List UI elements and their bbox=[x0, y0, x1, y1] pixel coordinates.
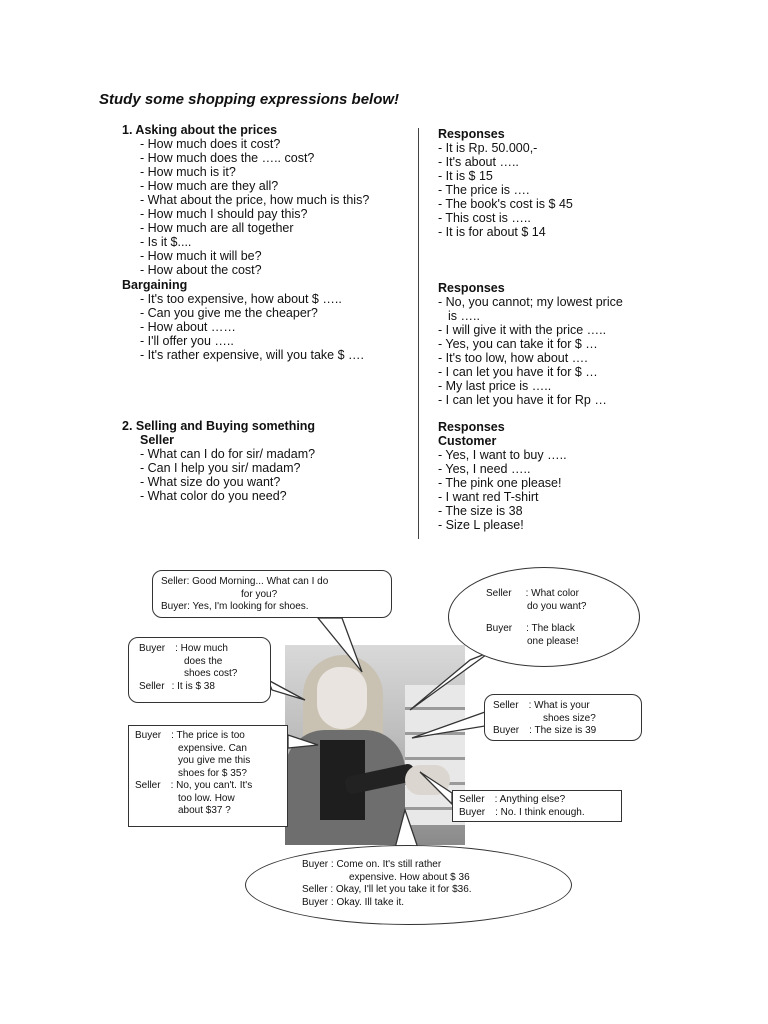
speech-bubble-anything-else bbox=[452, 790, 622, 822]
section-heading: 2. Selling and Buying something bbox=[122, 419, 316, 433]
response-item: - It is Rp. 50.000,- bbox=[438, 141, 538, 155]
expression-item: - It's too expensive, how about $ ….. bbox=[140, 292, 342, 306]
expression-item: - I'll offer you ….. bbox=[140, 334, 234, 348]
expression-item: - How about …… bbox=[140, 320, 236, 334]
response-item: - The book's cost is $ 45 bbox=[438, 197, 573, 211]
dialogue-line: Buyer: Yes, I'm looking for shoes. bbox=[161, 601, 309, 612]
response-item: - The size is 38 bbox=[438, 504, 523, 518]
response-item: - The pink one please! bbox=[438, 476, 562, 490]
expression-item: - How much does the ….. cost? bbox=[140, 151, 315, 165]
dialogue-line: you give me this bbox=[178, 755, 251, 766]
dialogue-line: Buyer : Come on. It's still rather bbox=[302, 859, 442, 870]
expression-item: - How much it will be? bbox=[140, 249, 262, 263]
response-item: - My last price is ….. bbox=[438, 379, 552, 393]
dialogue-line: too low. How bbox=[178, 792, 235, 804]
response-item: - I want red T-shirt bbox=[438, 490, 539, 504]
dialogue-line: : The price is too bbox=[171, 730, 245, 741]
speaker-label: Seller bbox=[493, 700, 519, 711]
speech-bubble-size bbox=[484, 694, 642, 741]
responses-heading: Responses bbox=[438, 127, 505, 141]
dialogue-line: : What is your bbox=[528, 700, 590, 711]
speech-bubble-greeting bbox=[152, 570, 392, 618]
response-item: - No, you cannot; my lowest price bbox=[438, 295, 623, 309]
expression-item: - How much are all together bbox=[140, 221, 294, 235]
expression-item: - It's rather expensive, will you take $ …. bbox=[140, 348, 365, 362]
dialogue-line: : Anything else? bbox=[494, 794, 566, 805]
response-item: - It is $ 15 bbox=[438, 169, 493, 183]
dialogue-line: Seller: Good Morning... What can I do bbox=[161, 576, 329, 587]
speech-bubble-bargain bbox=[128, 725, 288, 827]
response-item: - It is for about $ 14 bbox=[438, 225, 546, 239]
page-title: Study some shopping expressions below! bbox=[99, 91, 400, 108]
response-item: - Yes, I need ….. bbox=[438, 462, 531, 476]
expression-item: - How much I should pay this? bbox=[140, 207, 308, 221]
dialogue-line: : How much bbox=[175, 643, 228, 654]
response-item: - I will give it with the price ….. bbox=[438, 323, 607, 337]
dialogue-line: Buyer : Okay. Ill take it. bbox=[302, 896, 405, 908]
dialogue-line: for you? bbox=[241, 588, 278, 600]
dialogue-line: do you want? bbox=[527, 600, 587, 612]
face-graphic bbox=[317, 667, 367, 729]
dialogue-line: : No. I think enough. bbox=[495, 806, 585, 818]
responses-heading: Responses bbox=[438, 420, 505, 434]
responses-heading: Responses bbox=[438, 281, 505, 295]
expression-item: - How about the cost? bbox=[140, 263, 262, 277]
speaker-label: Buyer bbox=[135, 730, 162, 741]
response-item: - Yes, I want to buy ….. bbox=[438, 448, 567, 462]
expression-item: - What color do you need? bbox=[140, 489, 287, 503]
dialogue-line: shoes for $ 35? bbox=[178, 767, 247, 779]
expression-item: - How much is it? bbox=[140, 165, 236, 179]
dialogue-line: does the bbox=[184, 655, 223, 667]
dialogue-line: shoes size? bbox=[543, 712, 596, 724]
dialogue-line: expensive. How about $ 36 bbox=[349, 871, 470, 883]
speaker-label: Seller bbox=[135, 780, 161, 791]
dialogue-line: expensive. Can bbox=[178, 742, 247, 754]
speaker-label: Buyer bbox=[486, 623, 513, 634]
expression-item: - Can I help you sir/ madam? bbox=[140, 461, 301, 475]
response-item: - Size L please! bbox=[438, 518, 524, 532]
speech-bubble-color bbox=[448, 567, 640, 667]
speaker-label: Buyer bbox=[139, 643, 166, 654]
expression-item: - Is it $.... bbox=[140, 235, 192, 249]
dialogue-line: one please! bbox=[527, 635, 579, 647]
dialogue-line: : The black bbox=[526, 623, 575, 634]
section-heading: Bargaining bbox=[122, 278, 188, 292]
dialogue-line: : It is $ 38 bbox=[171, 680, 215, 692]
speaker-label: Seller bbox=[139, 680, 165, 692]
dialogue-line: about $37 ? bbox=[178, 805, 231, 816]
response-item: - Yes, you can take it for $ … bbox=[438, 337, 598, 351]
speaker-label: Seller bbox=[459, 794, 485, 805]
expression-item: - What size do you want? bbox=[140, 475, 281, 489]
response-item: - This cost is ….. bbox=[438, 211, 531, 225]
dialogue-line: shoes cost? bbox=[184, 668, 238, 679]
speaker-label: Seller bbox=[486, 588, 512, 599]
expression-item: - Can you give me the cheaper? bbox=[140, 306, 318, 320]
expression-item: - How much does it cost? bbox=[140, 137, 281, 151]
section-heading: 1. Asking about the prices bbox=[122, 123, 278, 137]
speech-bubble-deal bbox=[245, 845, 572, 925]
shop-assistant-photo bbox=[285, 645, 465, 845]
speech-bubble-price-question bbox=[128, 637, 271, 703]
dialogue-line: : The size is 39 bbox=[529, 725, 597, 736]
dialogue-line: : No, you can't. It's bbox=[170, 780, 253, 791]
expression-item: - How much are they all? bbox=[140, 179, 279, 193]
speaker-label: Buyer bbox=[493, 725, 520, 736]
expression-item: - What can I do for sir/ madam? bbox=[140, 447, 316, 461]
hand-graphic bbox=[405, 765, 450, 795]
response-item: - The price is …. bbox=[438, 183, 530, 197]
response-item: - It's about ….. bbox=[438, 155, 519, 169]
response-item: is ….. bbox=[448, 309, 480, 323]
responses-subheading: Customer bbox=[438, 434, 497, 448]
speaker-label: Buyer bbox=[459, 806, 486, 818]
dialogue-line: Seller : Okay, I'll let you take it for $36. bbox=[302, 884, 472, 895]
response-item: - I can let you have it for Rp … bbox=[438, 393, 607, 407]
section-subheading: Seller bbox=[140, 433, 175, 447]
dialogue-line: : What color bbox=[525, 588, 579, 599]
response-item: - I can let you have it for $ … bbox=[438, 365, 598, 379]
response-item: - It's too low, how about …. bbox=[438, 351, 588, 365]
expression-item: - What about the price, how much is this? bbox=[140, 193, 370, 207]
